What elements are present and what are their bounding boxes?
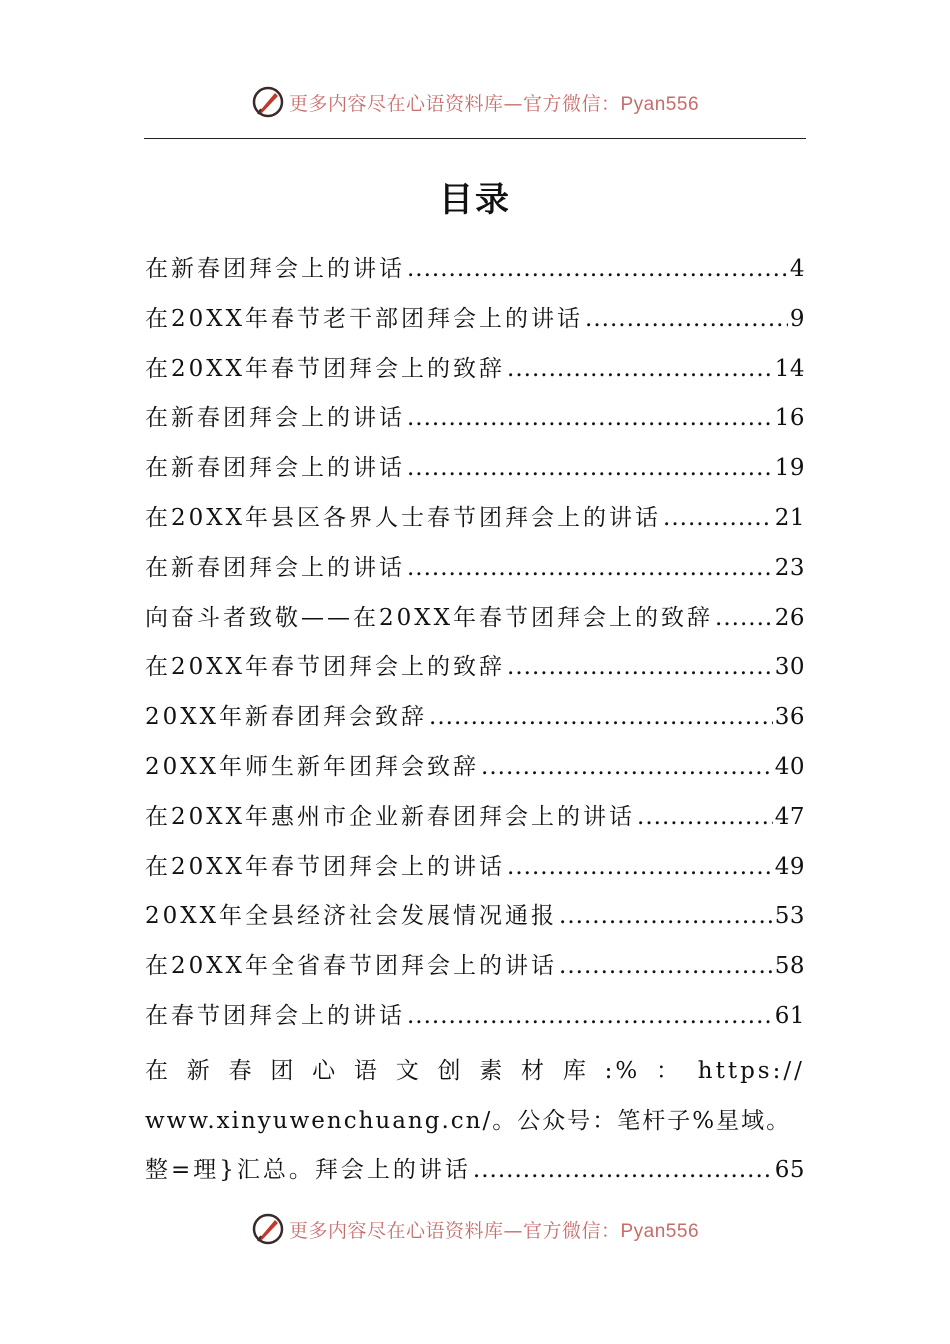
quill-pen-logo-icon bbox=[251, 1212, 285, 1246]
toc-entry[interactable] bbox=[145, 897, 805, 947]
toc-entry[interactable] bbox=[145, 499, 805, 549]
toc-entry-line-1 bbox=[145, 1047, 805, 1097]
toc-entry-title: 在新春团拜会上的讲话 bbox=[145, 455, 405, 482]
toc-entry-multiline[interactable] bbox=[145, 1047, 805, 1196]
toc-entry[interactable] bbox=[145, 748, 805, 798]
toc-entry-title: 20XX年新春团拜会致辞 bbox=[145, 704, 428, 731]
toc-entry-page: 53 bbox=[774, 903, 805, 930]
toc-dot-leader bbox=[637, 804, 773, 830]
toc-dot-leader bbox=[507, 654, 773, 680]
toc-dot-leader bbox=[507, 356, 773, 382]
toc-entry-page: 4 bbox=[789, 256, 805, 282]
toc-entry-page: 16 bbox=[774, 405, 805, 432]
toc-entry-page: 23 bbox=[774, 554, 805, 581]
header-banner-text bbox=[289, 89, 699, 116]
toc-entry-line-3 bbox=[145, 1146, 805, 1196]
toc-entry-title: 在20XX年春节团拜会上的致辞 bbox=[145, 654, 506, 681]
header-banner-handle: Pyan556 bbox=[620, 93, 700, 115]
toc-dot-leader bbox=[407, 555, 773, 581]
toc-entry-char: 语 bbox=[353, 1057, 380, 1084]
toc-entry-title: 在新春团拜会上的讲话 bbox=[145, 405, 405, 432]
toc-entry-title: 20XX年全县经济社会发展情况通报 bbox=[145, 903, 558, 930]
toc-entry[interactable] bbox=[145, 947, 805, 997]
toc-entry[interactable] bbox=[145, 599, 805, 649]
toc-entry-title: 在20XX年全省春节团拜会上的讲话 bbox=[145, 953, 558, 980]
toc-entry-title: 在新春团拜会上的讲话 bbox=[145, 554, 405, 581]
toc-entry-title: 向奋斗者致敬——在20XX年春节团拜会上的致辞 bbox=[145, 604, 714, 631]
toc-entry[interactable] bbox=[145, 648, 805, 698]
footer-banner-text bbox=[289, 1216, 699, 1243]
toc-entry-page: 49 bbox=[774, 853, 805, 880]
toc-entry[interactable] bbox=[145, 848, 805, 898]
toc-dot-leader bbox=[407, 405, 773, 431]
header-banner bbox=[0, 82, 950, 122]
toc-dot-leader bbox=[473, 1146, 773, 1196]
page-title: 目录 bbox=[439, 180, 511, 220]
toc-entry[interactable] bbox=[145, 698, 805, 748]
toc-entry-char: 春 bbox=[228, 1057, 255, 1084]
toc-entry-title: 整=理}汇总。拜会上的讲话 bbox=[145, 1157, 471, 1184]
toc-dot-leader bbox=[407, 455, 773, 481]
toc-entry-title: 在20XX年春节团拜会上的讲话 bbox=[145, 853, 506, 880]
toc-dot-leader bbox=[559, 953, 773, 979]
toc-entry-char: 素 bbox=[479, 1057, 506, 1084]
toc-entry-char: 心 bbox=[312, 1057, 339, 1084]
toc-dot-leader bbox=[585, 306, 788, 332]
toc-entry-line-2: www.xinyuwenchuang.cn/。公众号：笔杆子%星域。 bbox=[145, 1107, 792, 1134]
toc-entry-title: 在新春团拜会上的讲话 bbox=[145, 256, 405, 282]
header-banner-label: 更多内容尽在心语资料库—官方微信： bbox=[288, 92, 621, 115]
toc-entry-char: 在 bbox=[145, 1057, 171, 1084]
toc-entry-page: 58 bbox=[774, 953, 805, 980]
toc-entry-page: 61 bbox=[774, 1002, 805, 1029]
toc-entry-char: 团 bbox=[270, 1057, 297, 1084]
toc-entry-page: 19 bbox=[774, 455, 805, 482]
toc-entry-char: 创 bbox=[437, 1057, 464, 1084]
toc-entry[interactable] bbox=[145, 798, 805, 848]
toc-entry-title: 在20XX年惠州市企业新春团拜会上的讲话 bbox=[145, 803, 636, 830]
toc-entry-page: 47 bbox=[774, 803, 805, 830]
toc-dot-leader bbox=[407, 256, 788, 282]
toc-dot-leader bbox=[481, 754, 773, 780]
toc-dot-leader bbox=[407, 1003, 773, 1029]
toc-entry-char: :% bbox=[604, 1057, 641, 1084]
toc-entry-char: https:// bbox=[697, 1057, 805, 1084]
footer-banner-label: 更多内容尽在心语资料库—官方微信： bbox=[288, 1219, 621, 1242]
toc-entry[interactable] bbox=[145, 399, 805, 449]
toc-entry-char: 文 bbox=[395, 1057, 422, 1084]
toc-entry[interactable] bbox=[145, 997, 805, 1047]
toc-entry-title: 在20XX年春节团拜会上的致辞 bbox=[145, 355, 506, 382]
toc-entry-title: 在20XX年春节老干部团拜会上的讲话 bbox=[145, 305, 584, 332]
toc-entry-page: 65 bbox=[774, 1157, 805, 1184]
toc-entry-char: 材 bbox=[521, 1057, 548, 1084]
toc-entry[interactable] bbox=[145, 300, 805, 350]
toc-entry[interactable] bbox=[145, 350, 805, 400]
quill-pen-logo-icon bbox=[251, 85, 285, 119]
toc-dot-leader bbox=[507, 854, 773, 880]
footer-banner bbox=[0, 1209, 950, 1249]
toc-entry-page: 30 bbox=[774, 654, 805, 681]
toc-entry-title: 在春节团拜会上的讲话 bbox=[145, 1002, 405, 1029]
toc-dot-leader bbox=[663, 505, 773, 531]
toc-entry[interactable] bbox=[145, 549, 805, 599]
header-divider bbox=[144, 138, 806, 139]
table-of-contents bbox=[145, 250, 805, 1196]
toc-entry[interactable] bbox=[145, 449, 805, 499]
toc-entry-title: 在20XX年县区各界人士春节团拜会上的讲话 bbox=[145, 504, 662, 531]
toc-entry-page: 14 bbox=[774, 355, 805, 382]
toc-entry-char: ： bbox=[655, 1057, 682, 1084]
toc-entry-page: 40 bbox=[774, 753, 805, 780]
toc-entry-page: 21 bbox=[774, 504, 805, 531]
toc-entry-page: 36 bbox=[774, 704, 805, 731]
toc-dot-leader bbox=[715, 605, 773, 631]
toc-entry[interactable] bbox=[145, 250, 805, 300]
toc-dot-leader bbox=[429, 704, 773, 730]
toc-dot-leader bbox=[559, 903, 773, 929]
toc-entry-char: 库 bbox=[562, 1057, 589, 1084]
toc-entry-char: 新 bbox=[186, 1057, 213, 1084]
toc-entry-page: 26 bbox=[774, 604, 805, 631]
toc-entry-title: 20XX年师生新年团拜会致辞 bbox=[145, 753, 480, 780]
toc-entry-page: 9 bbox=[789, 305, 805, 332]
footer-banner-handle: Pyan556 bbox=[620, 1220, 700, 1242]
